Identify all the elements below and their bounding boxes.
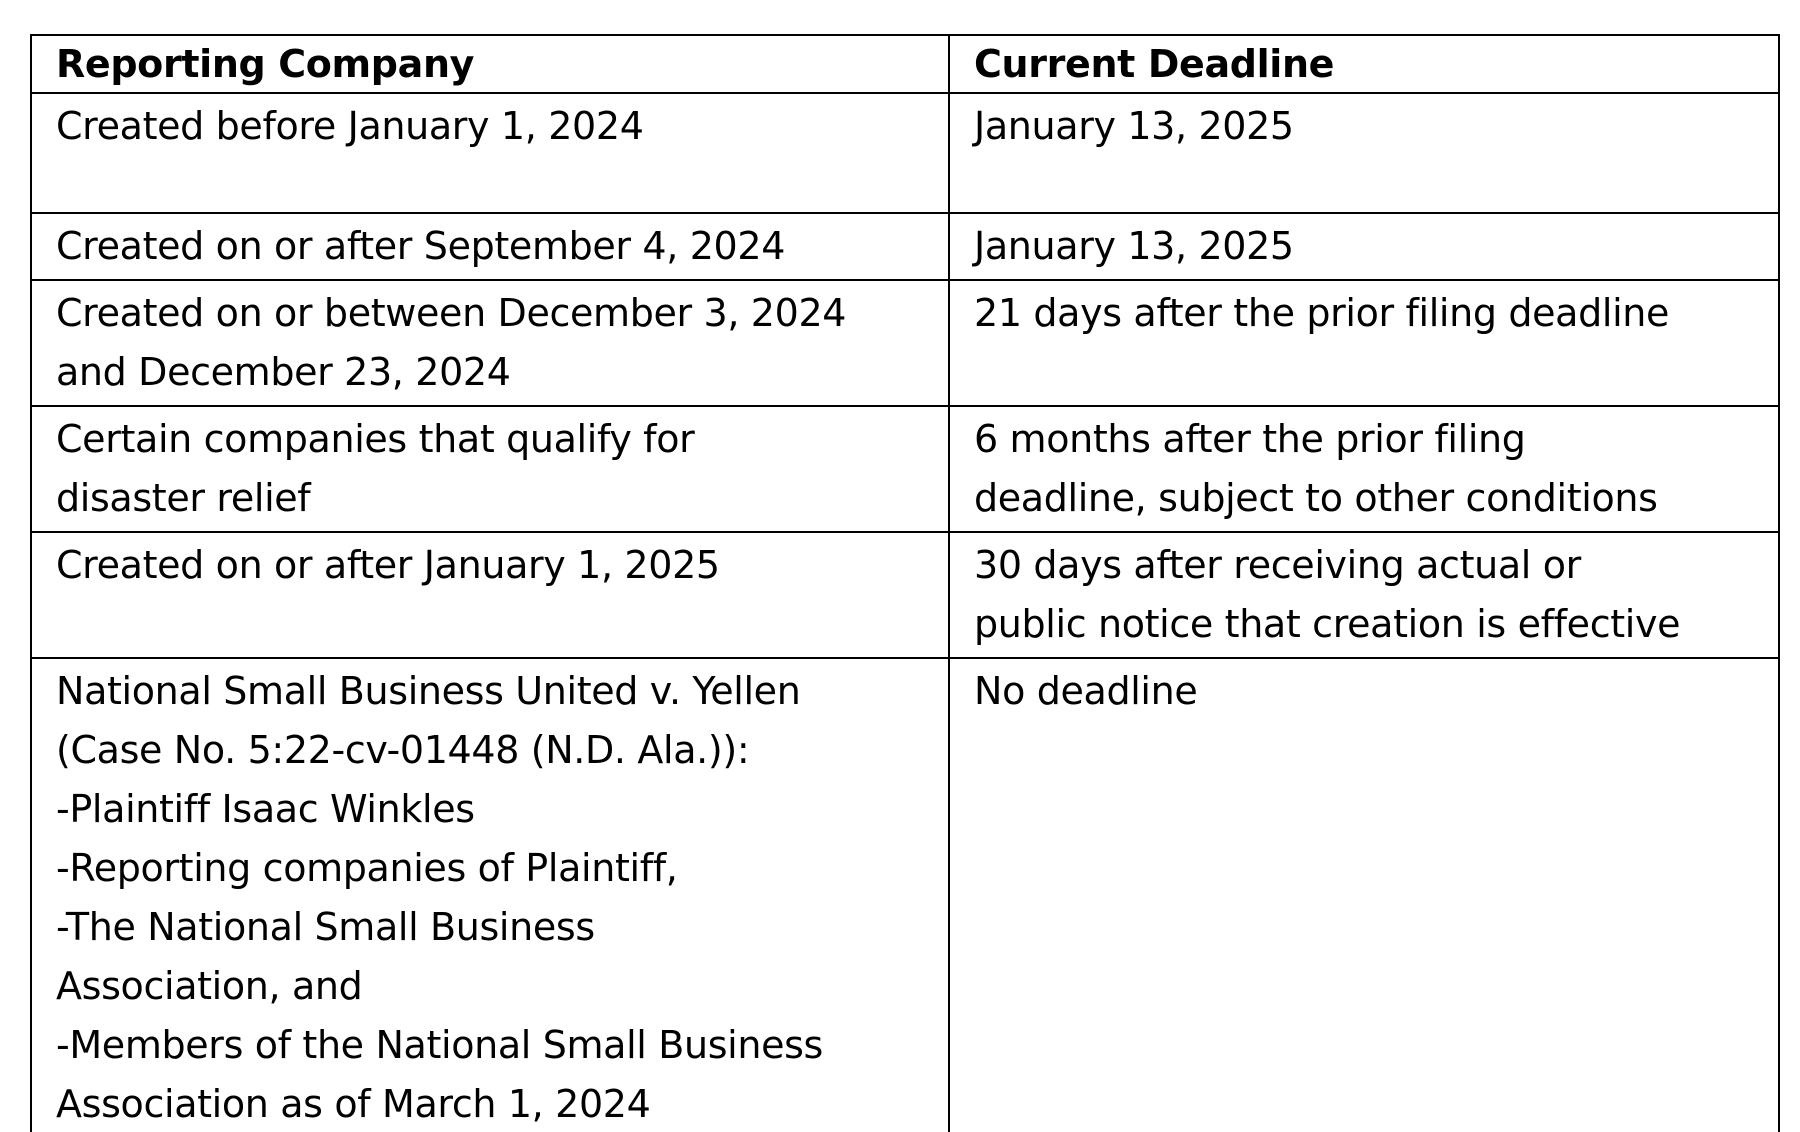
company-cell: Created before January 1, 2024 (31, 93, 949, 213)
header-row (31, 35, 1779, 93)
company-cell: Created on or between December 3, 2024 and December 23, 2024 (31, 280, 949, 406)
reporting-deadline-table (30, 34, 1780, 1132)
deadline-cell: No deadline (949, 658, 1779, 1132)
deadline-cell: 21 days after the prior filing deadline (949, 280, 1779, 406)
deadline-cell: January 13, 2025 (949, 93, 1779, 213)
deadline-cell: 6 months after the prior filing deadline, subject to other conditions (949, 406, 1779, 532)
deadline-cell: 30 days after receiving actual or public notice that creation is effective (949, 532, 1779, 658)
company-cell: Created on or after September 4, 2024 (31, 213, 949, 280)
table-body (31, 93, 1779, 1132)
company-cell: National Small Business United v. Yellen (Case No. 5:22-cv-01448 (N.D. Ala.)): -Plaintiff Isaac Winkles -Reporting companies of Plaintiff, -The National Small Business Association, and -Members of the National Small Business Association as of March 1, 2024 (31, 658, 949, 1132)
table-row (31, 213, 1779, 280)
company-cell: Certain companies that qualify for disaster relief (31, 406, 949, 532)
header-current-deadline: Current Deadline (949, 35, 1779, 93)
table-row (31, 532, 1779, 658)
table-header (31, 35, 1779, 93)
table-row (31, 280, 1779, 406)
table-row (31, 406, 1779, 532)
header-reporting-company: Reporting Company (31, 35, 949, 93)
company-cell: Created on or after January 1, 2025 (31, 532, 949, 658)
deadline-cell: January 13, 2025 (949, 213, 1779, 280)
table-row (31, 93, 1779, 213)
table-row (31, 658, 1779, 1132)
